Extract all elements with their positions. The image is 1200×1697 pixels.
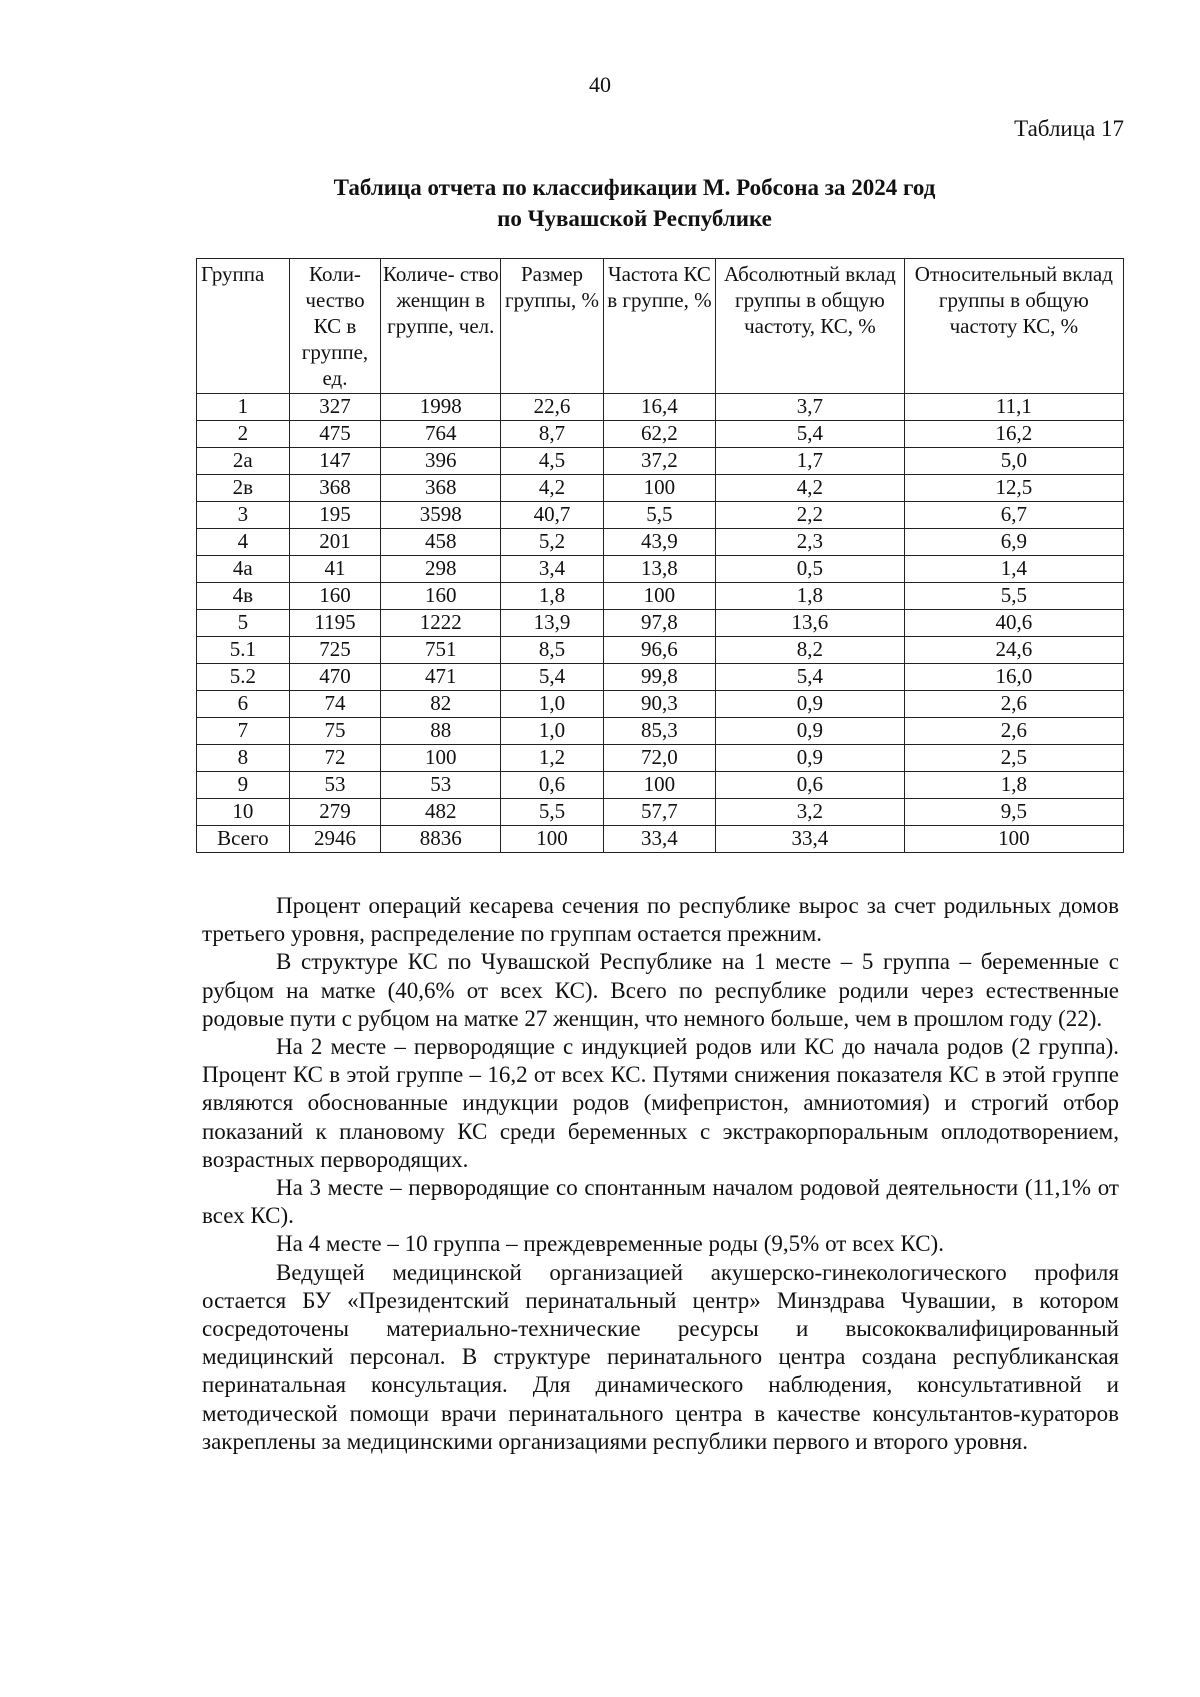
cell-cs-count: 327 <box>289 394 381 421</box>
cell-cs-count: 75 <box>289 718 381 745</box>
cell-group: 8 <box>197 745 290 772</box>
cell-women-count: 3598 <box>381 502 501 529</box>
cell-relative-contribution: 100 <box>904 826 1123 853</box>
cell-group: 2 <box>197 421 290 448</box>
table-row <box>197 502 1124 529</box>
cell-group: 4 <box>197 529 290 556</box>
cell-cs-rate: 100 <box>603 583 715 610</box>
table-header-row <box>197 259 1124 394</box>
table-row <box>197 556 1124 583</box>
table-row <box>197 583 1124 610</box>
cell-relative-contribution: 6,7 <box>904 502 1123 529</box>
table-row <box>197 475 1124 502</box>
body-text <box>202 892 1119 1456</box>
header-absolute-contribution: Абсолютный вклад группы в общую частоту, КС, % <box>716 259 905 394</box>
cell-group-size: 1,2 <box>501 745 604 772</box>
cell-absolute-contribution: 33,4 <box>716 826 905 853</box>
paragraph: На 3 месте – первородящие со спонтанным началом родовой деятельности (11,1% от всех КС). <box>202 1175 1119 1229</box>
cell-women-count: 8836 <box>381 826 501 853</box>
cell-cs-count: 53 <box>289 772 381 799</box>
table-row <box>197 772 1124 799</box>
paragraph: В структуре КС по Чувашской Республике на 1 месте – 5 группа – беременные с рубцом на матке (40,6% от всех КС). Всего по республике родили через естественные родовые пути с рубцом на матке 27 женщин, что немного больше, чем в прошлом году (22). <box>202 949 1119 1031</box>
cell-cs-count: 72 <box>289 745 381 772</box>
cell-cs-rate: 37,2 <box>603 448 715 475</box>
table-row <box>197 718 1124 745</box>
header-women-count: Количе- ство женщин в группе, чел. <box>381 259 501 394</box>
cell-relative-contribution: 2,6 <box>904 718 1123 745</box>
cell-relative-contribution: 1,8 <box>904 772 1123 799</box>
cell-absolute-contribution: 2,2 <box>716 502 905 529</box>
cell-cs-rate: 99,8 <box>603 664 715 691</box>
cell-absolute-contribution: 0,9 <box>716 718 905 745</box>
cell-women-count: 298 <box>381 556 501 583</box>
table-title-line-2: по Чувашской Республике <box>497 206 772 231</box>
cell-relative-contribution: 9,5 <box>904 799 1123 826</box>
cell-relative-contribution: 2,6 <box>904 691 1123 718</box>
cell-cs-count: 2946 <box>289 826 381 853</box>
cell-group-size: 4,2 <box>501 475 604 502</box>
cell-women-count: 160 <box>381 583 501 610</box>
paragraph: Ведущей медицинской организацией акушерско-гинекологического профиля остается БУ «Президентский перинатальный центр» Минздрава Чувашии, в котором сосредоточены материально-технические ресурсы и высококвалифицированный медицинский персонал. В структуре перинатального центра создана республиканская перинатальная консультация. Для динамического наблюдения, консультативной и методической помощи врачи перинатального центра в качестве консультантов-кураторов закреплены за медицинскими организациями республики первого и второго уровня. <box>202 1259 1119 1454</box>
cell-relative-contribution: 6,9 <box>904 529 1123 556</box>
cell-group-size: 5,5 <box>501 799 604 826</box>
cell-cs-count: 470 <box>289 664 381 691</box>
cell-group: 4в <box>197 583 290 610</box>
cell-cs-count: 41 <box>289 556 381 583</box>
cell-group: 2а <box>197 448 290 475</box>
cell-cs-count: 160 <box>289 583 381 610</box>
cell-absolute-contribution: 0,6 <box>716 772 905 799</box>
cell-group: 1 <box>197 394 290 421</box>
cell-absolute-contribution: 4,2 <box>716 475 905 502</box>
cell-cs-rate: 90,3 <box>603 691 715 718</box>
table-row <box>197 421 1124 448</box>
cell-relative-contribution: 40,6 <box>904 610 1123 637</box>
header-group: Группа <box>197 259 290 394</box>
cell-relative-contribution: 16,2 <box>904 421 1123 448</box>
cell-group-size: 1,8 <box>501 583 604 610</box>
cell-group-size: 8,7 <box>501 421 604 448</box>
cell-relative-contribution: 5,0 <box>904 448 1123 475</box>
cell-cs-count: 279 <box>289 799 381 826</box>
cell-relative-contribution: 24,6 <box>904 637 1123 664</box>
header-cs-rate: Частота КС в группе, % <box>603 259 715 394</box>
cell-women-count: 368 <box>381 475 501 502</box>
cell-group: 2в <box>197 475 290 502</box>
table-row <box>197 745 1124 772</box>
table-label: Таблица 17 <box>1014 116 1124 141</box>
cell-cs-rate: 43,9 <box>603 529 715 556</box>
table-row <box>197 448 1124 475</box>
page-number: 40 <box>589 72 611 97</box>
cell-cs-rate: 13,8 <box>603 556 715 583</box>
cell-cs-count: 74 <box>289 691 381 718</box>
cell-cs-rate: 16,4 <box>603 394 715 421</box>
cell-women-count: 100 <box>381 745 501 772</box>
paragraph: На 4 месте – 10 группа – преждевременные роды (9,5% от всех КС). <box>276 1231 944 1257</box>
cell-cs-rate: 5,5 <box>603 502 715 529</box>
cell-women-count: 458 <box>381 529 501 556</box>
cell-group-size: 5,4 <box>501 664 604 691</box>
cell-absolute-contribution: 13,6 <box>716 610 905 637</box>
cell-absolute-contribution: 0,9 <box>716 691 905 718</box>
cell-cs-count: 1195 <box>289 610 381 637</box>
table-row <box>197 610 1124 637</box>
cell-cs-rate: 33,4 <box>603 826 715 853</box>
cell-cs-rate: 96,6 <box>603 637 715 664</box>
cell-relative-contribution: 12,5 <box>904 475 1123 502</box>
cell-relative-contribution: 5,5 <box>904 583 1123 610</box>
cell-women-count: 482 <box>381 799 501 826</box>
table-row <box>197 637 1124 664</box>
cell-absolute-contribution: 1,7 <box>716 448 905 475</box>
cell-absolute-contribution: 0,9 <box>716 745 905 772</box>
cell-group-size: 4,5 <box>501 448 604 475</box>
cell-group: 5.2 <box>197 664 290 691</box>
cell-absolute-contribution: 3,7 <box>716 394 905 421</box>
cell-group-size: 100 <box>501 826 604 853</box>
table-row <box>197 826 1124 853</box>
cell-cs-count: 725 <box>289 637 381 664</box>
cell-group-size: 8,5 <box>501 637 604 664</box>
cell-cs-rate: 100 <box>603 772 715 799</box>
cell-cs-rate: 100 <box>603 475 715 502</box>
cell-group: 5 <box>197 610 290 637</box>
cell-group-size: 1,0 <box>501 718 604 745</box>
cell-women-count: 82 <box>381 691 501 718</box>
table-title <box>196 172 1073 234</box>
cell-cs-count: 475 <box>289 421 381 448</box>
paragraph: Процент операций кесарева сечения по республике вырос за счет родильных домов третьего уровня, распределение по группам остается прежним. <box>202 893 1119 947</box>
cell-women-count: 471 <box>381 664 501 691</box>
cell-relative-contribution: 16,0 <box>904 664 1123 691</box>
cell-group-size: 0,6 <box>501 772 604 799</box>
cell-women-count: 764 <box>381 421 501 448</box>
cell-group: 7 <box>197 718 290 745</box>
header-group-size: Размер группы, % <box>501 259 604 394</box>
cell-women-count: 396 <box>381 448 501 475</box>
cell-cs-count: 195 <box>289 502 381 529</box>
table-row <box>197 799 1124 826</box>
cell-relative-contribution: 11,1 <box>904 394 1123 421</box>
cell-group-size: 5,2 <box>501 529 604 556</box>
cell-women-count: 53 <box>381 772 501 799</box>
cell-group: 6 <box>197 691 290 718</box>
cell-relative-contribution: 1,4 <box>904 556 1123 583</box>
table-row <box>197 664 1124 691</box>
cell-group-size: 40,7 <box>501 502 604 529</box>
table-row <box>197 394 1124 421</box>
header-cs-count: Коли- чество КС в группе, ед. <box>289 259 381 394</box>
cell-group: 3 <box>197 502 290 529</box>
cell-group: 10 <box>197 799 290 826</box>
cell-cs-rate: 85,3 <box>603 718 715 745</box>
cell-cs-rate: 97,8 <box>603 610 715 637</box>
cell-women-count: 1998 <box>381 394 501 421</box>
cell-absolute-contribution: 3,2 <box>716 799 905 826</box>
cell-cs-rate: 72,0 <box>603 745 715 772</box>
cell-absolute-contribution: 0,5 <box>716 556 905 583</box>
table-row <box>197 529 1124 556</box>
table-body <box>197 394 1124 853</box>
cell-relative-contribution: 2,5 <box>904 745 1123 772</box>
cell-group-size: 22,6 <box>501 394 604 421</box>
cell-absolute-contribution: 1,8 <box>716 583 905 610</box>
cell-cs-rate: 57,7 <box>603 799 715 826</box>
cell-cs-rate: 62,2 <box>603 421 715 448</box>
cell-group-size: 13,9 <box>501 610 604 637</box>
cell-women-count: 1222 <box>381 610 501 637</box>
cell-cs-count: 368 <box>289 475 381 502</box>
cell-group-size: 3,4 <box>501 556 604 583</box>
cell-women-count: 751 <box>381 637 501 664</box>
cell-group: 9 <box>197 772 290 799</box>
cell-group: 5.1 <box>197 637 290 664</box>
cell-absolute-contribution: 8,2 <box>716 637 905 664</box>
robson-report-table <box>196 258 1124 853</box>
header-relative-contribution: Относительный вклад группы в общую частоту КС, % <box>904 259 1123 394</box>
cell-cs-count: 147 <box>289 448 381 475</box>
cell-absolute-contribution: 5,4 <box>716 421 905 448</box>
cell-group-size: 1,0 <box>501 691 604 718</box>
table-title-line-1: Таблица отчета по классификации М. Робсона за 2024 год <box>333 175 936 200</box>
table-row <box>197 691 1124 718</box>
cell-cs-count: 201 <box>289 529 381 556</box>
cell-women-count: 88 <box>381 718 501 745</box>
cell-group: Всего <box>197 826 290 853</box>
cell-absolute-contribution: 2,3 <box>716 529 905 556</box>
cell-group: 4а <box>197 556 290 583</box>
paragraph: На 2 месте – первородящие с индукцией родов или КС до начала родов (2 группа). Процент КС в этой группе – 16,2 от всех КС. Путями снижения показателя КС в этой группе являются обоснованные индукции родов (мифепристон, амниотомия) и строгий отбор показаний к плановому КС среди беременных с экстракорпоральным оплодотворением, возрастных первородящих. <box>202 1034 1119 1172</box>
cell-absolute-contribution: 5,4 <box>716 664 905 691</box>
